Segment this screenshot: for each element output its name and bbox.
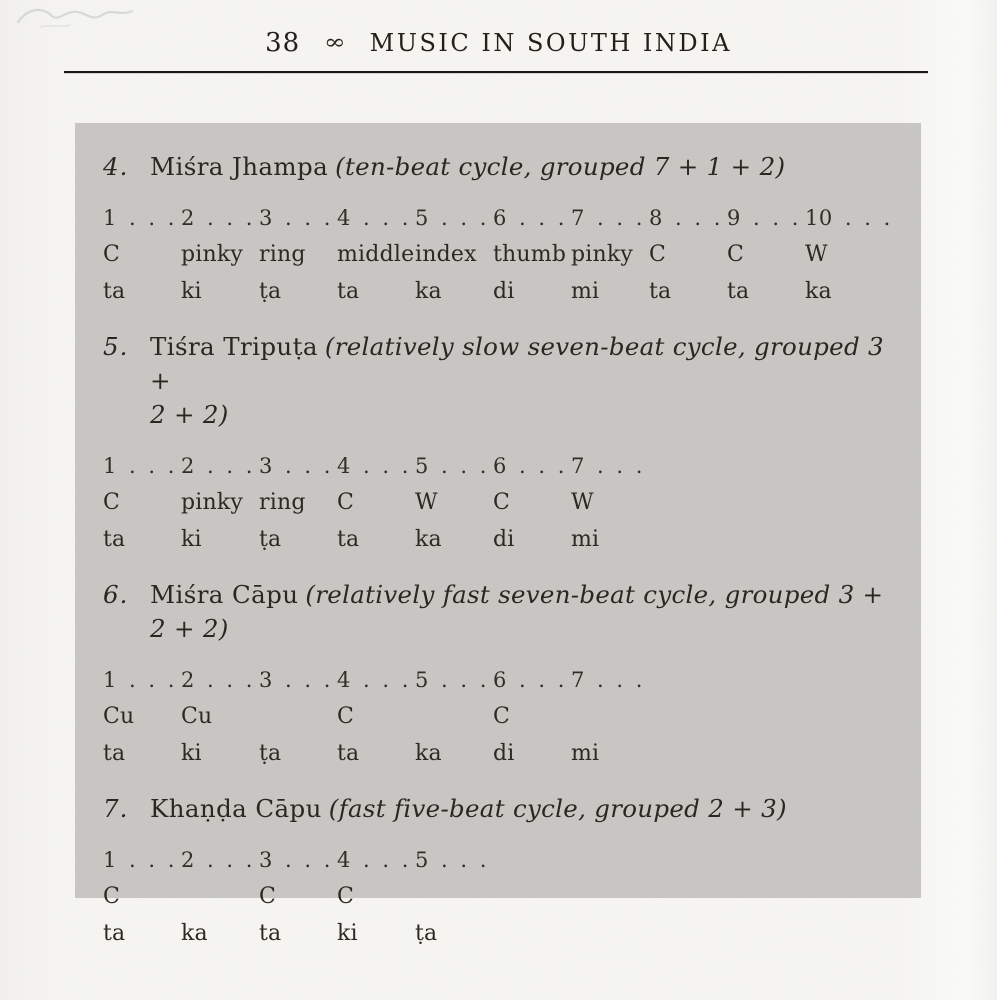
beat-row [103,204,901,233]
page-number: 38 [265,28,301,58]
beat-number: 6 . . . [493,668,565,692]
gesture-row [103,240,901,269]
syllable-cell: ta [103,741,126,766]
beat-number: 2 . . . [181,848,253,872]
syllable-cell: ta [337,741,360,766]
beat-number: 5 . . . [415,848,487,872]
tala-description-line2: 2 + 2) [150,400,229,429]
tala-name: Tiśra Tripuṭa [150,332,318,361]
beat-row [103,846,901,875]
beat-number: 6 . . . [493,454,565,478]
beat-number: 2 . . . [181,454,253,478]
syllable-cell: ṭa [259,279,282,304]
syllable-cell: di [493,741,515,766]
syllable-cell: ta [337,527,360,552]
syllable-row [103,277,901,306]
syllable-cell: ki [181,741,202,766]
beat-number: 4 . . . [337,848,409,872]
beat-number: 1 . . . [103,848,175,872]
beat-number: 5 . . . [415,206,487,230]
gesture-cell: W [415,490,438,515]
tala-number: 7. [103,794,129,823]
tala-heading [103,150,901,184]
tala-name: Miśra Jhampa [150,152,329,181]
beat-number: 2 . . . [181,668,253,692]
gesture-cell: ring [259,242,306,267]
gesture-cell: W [571,490,594,515]
syllable-cell: ki [181,279,202,304]
gesture-cell: C [259,884,277,909]
tala-description: (ten-beat cycle, grouped 7 + 1 + 2) [335,152,786,181]
gesture-cell: W [805,242,828,267]
gesture-cell: C [337,884,355,909]
gesture-cell: C [493,704,511,729]
syllable-cell: ta [337,279,360,304]
beat-number: 2 . . . [181,206,253,230]
syllable-cell: ka [415,527,442,552]
running-head-title: MUSIC IN SOUTH INDIA [369,29,732,57]
syllable-cell: ṭa [259,741,282,766]
tala-number: 5. [103,332,129,361]
beat-number: 7 . . . [571,454,643,478]
gesture-cell: middle [337,242,415,267]
beat-row [103,452,901,481]
syllable-cell: ka [181,921,208,946]
tala-heading [103,330,901,432]
syllable-cell: ka [805,279,832,304]
syllable-cell: mi [571,279,600,304]
gesture-row [103,882,901,911]
gesture-cell [181,882,259,911]
tala-heading [103,578,901,646]
syllable-cell: mi [571,527,600,552]
beat-number: 3 . . . [259,848,331,872]
gesture-cell: ring [259,490,306,515]
tala-name: Miśra Cāpu [150,580,299,609]
gesture-cell: C [649,242,667,267]
gesture-cell [571,702,649,731]
beat-number: 4 . . . [337,668,409,692]
tala-description: (fast five-beat cycle, grouped 2 + 3) [328,794,787,823]
beat-number: 4 . . . [337,206,409,230]
beat-number: 7 . . . [571,668,643,692]
syllable-cell: di [493,279,515,304]
syllable-cell: ta [259,921,282,946]
syllable-cell: ta [103,921,126,946]
beat-number: 3 . . . [259,454,331,478]
running-header [0,28,997,58]
tala-entry-misra-capu [103,578,901,768]
infinity-ornament-icon: ∞ [323,30,346,54]
beat-number: 5 . . . [415,668,487,692]
gesture-cell: pinky [181,490,244,515]
beat-number: 5 . . . [415,454,487,478]
gesture-row [103,702,901,731]
tala-entry-misra-jhampa [103,150,901,306]
tala-description: (relatively slow seven-beat cycle, grouped 3 + [150,332,884,395]
beat-number: 3 . . . [259,206,331,230]
syllable-cell: ka [415,741,442,766]
syllable-row [103,739,901,768]
gesture-cell [259,702,337,731]
syllable-cell: ta [103,527,126,552]
beat-number: 7 . . . [571,206,643,230]
beat-number: 1 . . . [103,454,175,478]
gesture-cell [415,882,493,911]
syllable-cell: di [493,527,515,552]
tala-entry-tisra-triputa [103,330,901,554]
tala-entry-khanda-capu [103,792,901,948]
gesture-cell: C [727,242,745,267]
tala-name: Khaṇḍa Cāpu [150,794,322,823]
gesture-cell: pinky [571,242,634,267]
syllable-cell: mi [571,741,600,766]
syllable-cell: ta [103,279,126,304]
gesture-cell: C [103,490,121,515]
syllable-row [103,919,901,948]
gesture-cell: thumb [493,242,567,267]
syllable-cell: ki [337,921,358,946]
gesture-cell: C [103,242,121,267]
gesture-cell: C [493,490,511,515]
beat-number: 1 . . . [103,206,175,230]
beat-number: 9 . . . [727,206,799,230]
syllable-cell: ta [727,279,750,304]
beat-number: 6 . . . [493,206,565,230]
beat-number: 4 . . . [337,454,409,478]
syllable-cell: ki [181,527,202,552]
beat-number: 1 . . . [103,668,175,692]
tala-number: 6. [103,580,129,609]
gesture-cell [415,702,493,731]
beat-number: 10 . . . [805,206,891,230]
gesture-cell: Cu [181,704,213,729]
gesture-cell: C [103,884,121,909]
gesture-cell: C [337,490,355,515]
gesture-cell: pinky [181,242,244,267]
tala-heading [103,792,901,826]
tala-notation-panel [75,123,921,946]
syllable-cell: ṭa [259,527,282,552]
header-rule [64,71,928,73]
tala-number: 4. [103,152,129,181]
gesture-cell: index [415,242,477,267]
syllable-cell: ka [415,279,442,304]
gesture-cell: Cu [103,704,135,729]
syllable-cell: ṭa [415,921,438,946]
syllable-cell: ta [649,279,672,304]
syllable-row [103,525,901,554]
gesture-cell: C [337,704,355,729]
beat-row [103,666,901,695]
beat-number: 3 . . . [259,668,331,692]
tala-description: (relatively fast seven-beat cycle, grouped 3 + 2 + 2) [150,580,884,643]
gesture-row [103,488,901,517]
beat-number: 8 . . . [649,206,721,230]
